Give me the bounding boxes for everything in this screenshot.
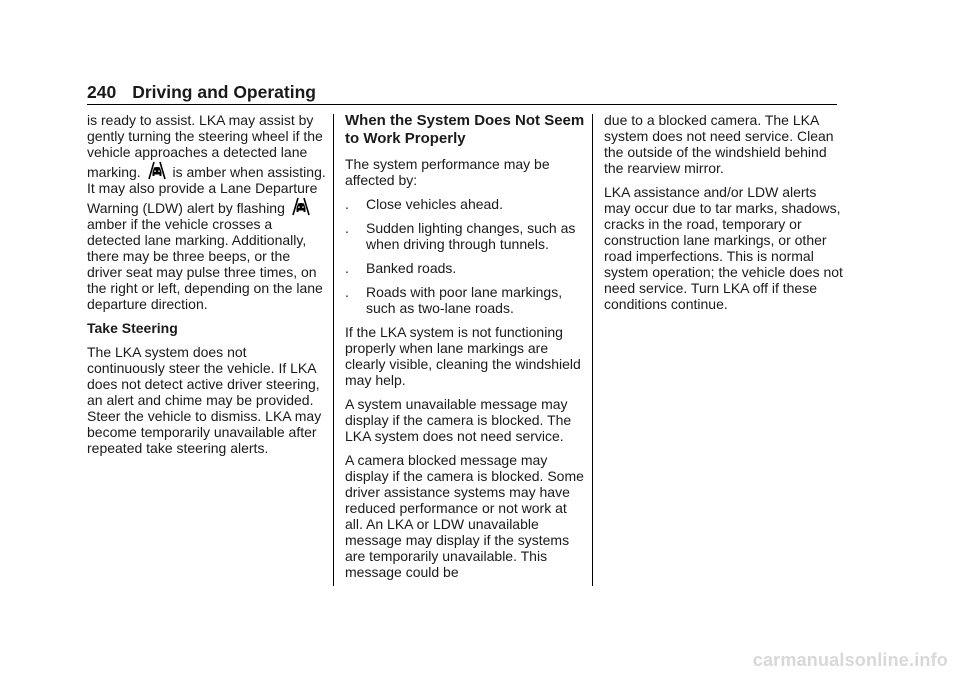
intro-paragraph: The system performance may be affected by: bbox=[345, 156, 550, 188]
list-item: . Roads with poor lane markings, such as two-lane roads. bbox=[345, 284, 563, 316]
list-item: . Close vehicles ahead. bbox=[345, 196, 503, 212]
page-number: 240 bbox=[87, 82, 117, 102]
lane-keep-assist-icon bbox=[290, 196, 312, 216]
page-header bbox=[87, 82, 316, 104]
bullet-marker: . bbox=[345, 284, 349, 300]
column-2 bbox=[345, 112, 585, 588]
lka-description-paragraph: is ready to assist. LKA may assist by gently turning the steering wheel if the vehicle approaches a detected lane marking. is amber when assisting. It may also provide a Lane Departure Warning (LDW) alert by flashing amber if the vehicle crosses a detected lane marking. Additionally, there may be three beeps, or the driver seat may pulse three times, on the right or left, depending on the lane departure direction. bbox=[87, 112, 326, 312]
alerts-paragraph: LKA assistance and/or LDW alerts may occur due to tar marks, shadows, cracks in the road, temporary or construction lane markings, or other road imperfections. This is normal system operation; the vehicle does not need service. Turn LKA off if these conditions continue. bbox=[604, 184, 843, 312]
bullet-marker: . bbox=[345, 220, 349, 236]
watermark: carmanualsonline.info bbox=[752, 650, 948, 670]
column-divider bbox=[592, 114, 593, 586]
affect-factors-list bbox=[345, 196, 585, 316]
chapter-title: Driving and Operating bbox=[132, 82, 316, 102]
column-1 bbox=[87, 112, 327, 464]
unavailable-message-paragraph: A system unavailable message may display if the camera is blocked. The LKA system does not need service. bbox=[345, 396, 572, 444]
cleaning-paragraph: If the LKA system is not functioning properly when lane markings are clearly visible, cleaning the windshield may help. bbox=[345, 324, 581, 388]
list-item: . Banked roads. bbox=[345, 260, 457, 276]
header-rule bbox=[87, 104, 837, 105]
lane-keep-assist-icon bbox=[146, 160, 168, 180]
blocked-camera-paragraph: due to a blocked camera. The LKA system does not need service. Clean the outside of the windshield behind the rearview mirror. bbox=[604, 112, 834, 176]
list-item: . Sudden lighting changes, such as when driving through tunnels. bbox=[345, 220, 576, 252]
take-steering-subheading: Take Steering bbox=[87, 320, 178, 336]
column-divider bbox=[333, 114, 334, 586]
camera-blocked-paragraph: A camera blocked message may display if the camera is blocked. Some driver assistance systems may have reduced performance or not work at all. An LKA or LDW unavailable message may display if the systems are temporarily unavailable. This message could be bbox=[345, 452, 584, 580]
bullet-marker: . bbox=[345, 196, 349, 212]
section-title: When the System Does Not Seem to Work Properly bbox=[345, 112, 585, 147]
column-3 bbox=[604, 112, 844, 320]
bullet-marker: . bbox=[345, 260, 349, 276]
take-steering-paragraph: The LKA system does not continuously steer the vehicle. If LKA does not detect active driver steering, an alert and chime may be provided. Steer the vehicle to dismiss. LKA may become temporarily unavailable after repeated take steering alerts. bbox=[87, 344, 322, 456]
